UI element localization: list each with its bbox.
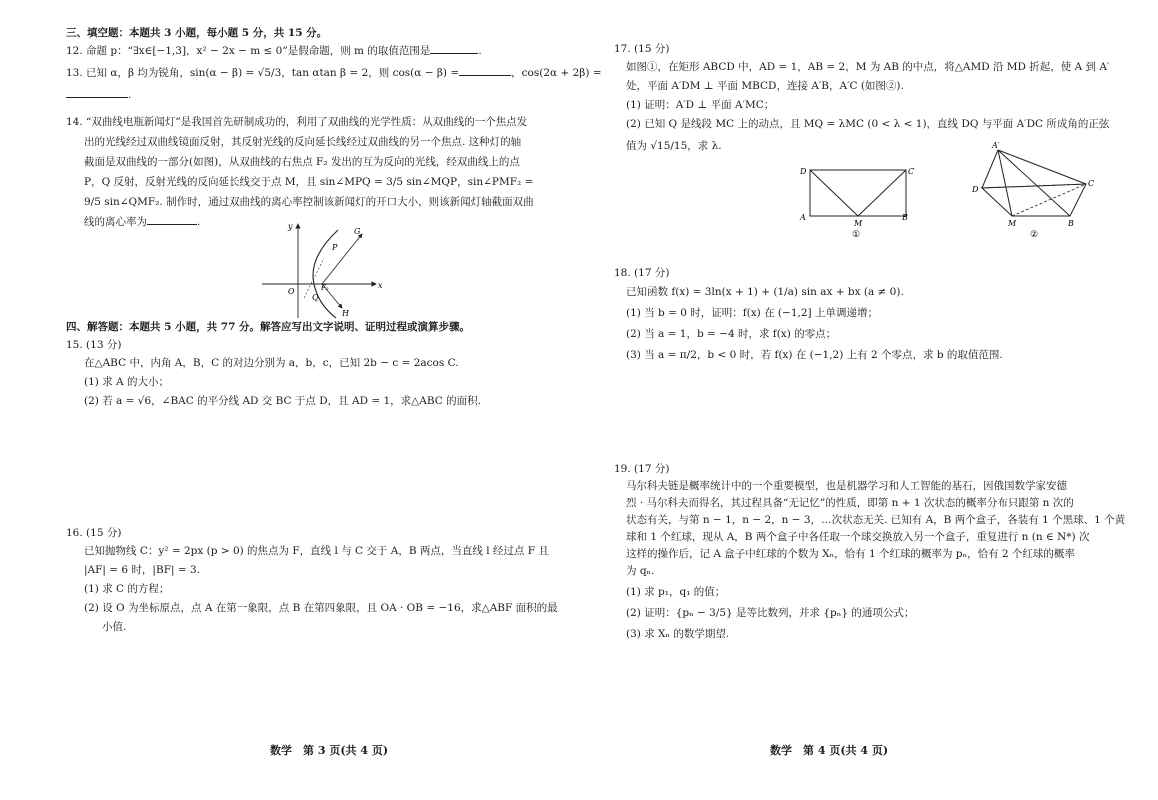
- label-x: x: [378, 281, 383, 290]
- question-14-line: 9/5 sin∠QMF₂. 制作时，通过双曲线的离心率控制该新闻灯的开口大小，则该新闻灯轴截面双曲: [84, 196, 534, 208]
- question-15-line: (1) 求 A 的大小；: [84, 376, 169, 388]
- label-m: M: [1008, 219, 1017, 228]
- ray-extension: [304, 258, 324, 298]
- edge-mc-hidden: [1012, 184, 1086, 216]
- question-15: [66, 354, 572, 411]
- question-18: [614, 282, 1114, 366]
- label-b: B: [902, 213, 908, 222]
- question-16-block: [66, 524, 572, 637]
- question-16-line: 已知抛物线 C：y² = 2px (p > 0) 的焦点为 F，直线 l 与 C 交于 A，B 两点，当直线 l 经过点 F 且: [84, 545, 549, 557]
- question-18-line: (3) 当 a = π/2，b < 0 时，若 f(x) 在 (−1,2) 上有 2 个零点，求 b 的取值范围.: [626, 349, 1003, 361]
- label-g: G: [354, 227, 361, 236]
- ray-pg: [322, 234, 362, 284]
- question-14-line: 线的离心率为 .: [66, 212, 572, 232]
- answer-blank[interactable]: [430, 42, 478, 54]
- segment-mc: [858, 170, 906, 216]
- question-19-line: (2) 证明：{pₙ − 3/5} 是等比数列，并求 {pₙ} 的通项公式；: [626, 607, 915, 619]
- question-17-line: 处，平面 A′DM ⊥ 平面 MBCD，连接 A′B，A′C (如图②).: [626, 80, 904, 92]
- label-h: H: [342, 309, 349, 318]
- question-14-line: 出的光线经过双曲线镜面反射，其反射光线的反向延长线经过双曲线的另一个焦点. 这种灯的轴: [84, 136, 522, 148]
- question-19-line: 状态有关，与第 n − 1，n − 2，n − 3，…次状态无关. 已知有 A，B 两个盒子，各装有 1 个黑球、1 个黄: [626, 514, 1126, 526]
- question-18-head: 18. (17 分): [614, 267, 670, 279]
- label-y: y: [288, 222, 293, 231]
- question-17-line: 如图①，在矩形 ABCD 中，AD = 1，AB = 2，M 为 AB 的中点，将△AMD 沿 MD 折起，使 A 到 A′: [626, 61, 1110, 73]
- question-13-blank: .: [66, 86, 572, 104]
- question-18-line: 已知函数 f(x) = 3ln(x + 1) + (1/a) sin ax + bx (a ≠ 0).: [626, 286, 904, 298]
- question-15-line: 在△ABC 中，内角 A，B，C 的对边分别为 a，b，c，已知 2b − c = 2acos C.: [84, 357, 459, 369]
- question-19-line: 这样的操作后，记 A 盒子中红球的个数为 Xₙ，恰有 1 个红球的概率为 pₙ，恰有 2 个红球的概率: [626, 548, 1075, 560]
- edge-ac: [998, 150, 1086, 184]
- section4-heading: 四、解答题：本题共 5 小题，共 77 分。解答应写出文字说明、证明过程或演算步骤。: [66, 321, 471, 333]
- base-mbcd: [982, 184, 1086, 216]
- question-19-block: [614, 460, 1126, 643]
- section3-heading: 三、填空题：本题共 3 小题，每小题 5 分，共 15 分。: [66, 27, 328, 39]
- fold-figure-2: [968, 140, 1104, 240]
- label-f2: F₂: [321, 284, 329, 292]
- question-16: [66, 542, 572, 637]
- question-18-line: (2) 当 a = 1，b = −4 时，求 f(x) 的零点；: [626, 328, 837, 340]
- question-17-line: 值为 √15/15，求 λ.: [626, 140, 722, 152]
- left-page: [66, 24, 602, 232]
- question-14-line: P，Q 反射，反射光线的反向延长线交于点 M，且 sin∠MPQ = 3/5 sin∠MQP，sin∠PMF₂ =: [84, 176, 534, 188]
- label-q: Q: [312, 293, 319, 302]
- rect-abcd: [810, 170, 906, 216]
- figure-number: ①: [852, 230, 861, 240]
- question-15-line: (2) 若 a = √6，∠BAC 的平分线 AD 交 BC 于点 D，且 AD = 1，求△ABC 的面积.: [84, 395, 481, 407]
- question-12: 12. 命题 p：“∃x∈[−1,3]，x² − 2x − m ≤ 0”是假命题，则 m 的取值范围是 .: [66, 42, 572, 60]
- rectangle-figure-1: [796, 160, 920, 240]
- question-14: [66, 112, 572, 232]
- edge-ad: [982, 150, 998, 188]
- label-a-prime: A′: [992, 141, 1000, 150]
- segment-md: [810, 170, 858, 216]
- question-14-line: 截面是双曲线的一部分(如图)，从双曲线的右焦点 F₂ 发出的互为反向的光线，经双曲线上的点: [84, 156, 520, 168]
- question-19-line: (1) 求 p₁，q₁ 的值；: [626, 586, 726, 598]
- left-page-lower: [66, 318, 572, 411]
- question-14-line: 14. “双曲线电瓶新闻灯”是我国首先研制成功的，利用了双曲线的光学性质：从双曲线的一个焦点发: [66, 116, 528, 128]
- answer-blank[interactable]: [147, 213, 197, 225]
- label-c: C: [1088, 179, 1095, 188]
- edge-am: [998, 150, 1012, 216]
- question-19-line: (3) 求 Xₙ 的数学期望.: [626, 628, 730, 640]
- figure-number: ②: [1030, 230, 1039, 240]
- label-a: A: [800, 213, 806, 222]
- question-19-line: 烈 · 马尔科夫而得名，其过程具备“无记忆”的性质，即第 n + 1 次状态的概率分布只跟第 n 次的: [626, 497, 1074, 509]
- question-19-line: 马尔科夫链是概率统计中的一个重要模型，也是机器学习和人工智能的基石，因俄国数学家安德: [626, 480, 1067, 492]
- answer-blank[interactable]: [66, 86, 128, 98]
- question-19-head: 19. (17 分): [614, 463, 670, 475]
- label-b: B: [1068, 219, 1074, 228]
- question-15-head: 15. (13 分): [66, 339, 122, 351]
- left-page-footer: 数学 第 3 页(共 4 页): [270, 744, 389, 757]
- question-19: [614, 478, 1126, 643]
- label-d: D: [972, 185, 979, 194]
- question-16-line: (2) 设 O 为坐标原点，点 A 在第一象限，点 B 在第四象限，且 OA · OB = −16，求△ABF 面积的最: [84, 602, 558, 614]
- label-p: P: [332, 243, 338, 252]
- label-o: O: [288, 287, 295, 296]
- edge-ab: [998, 150, 1070, 216]
- question-18-line: (1) 当 b = 0 时，证明：f(x) 在 (−1,2] 上单调递增；: [626, 307, 878, 319]
- right-page: [614, 40, 1114, 156]
- hyperbola-figure: [258, 218, 398, 324]
- question-17-line: (2) 已知 Q 是线段 MC 上的动点，且 MQ = λMC (0 < λ < 1)，直线 DQ 与平面 A′DC 所成角的正弦: [626, 118, 1110, 130]
- question-17-head: 17. (15 分): [614, 43, 670, 55]
- answer-blank[interactable]: [459, 64, 511, 76]
- label-d: D: [800, 167, 807, 176]
- question-16-line: |AF| = 6 时，|BF| = 3.: [84, 564, 201, 576]
- right-page-footer: 数学 第 4 页(共 4 页): [770, 744, 889, 757]
- question-17-line: (1) 证明：A′D ⊥ 平面 A′MC；: [626, 99, 775, 111]
- question-18-block: [614, 264, 1114, 366]
- question-16-line: (1) 求 C 的方程；: [84, 583, 170, 595]
- label-c: C: [908, 167, 915, 176]
- question-16-head: 16. (15 分): [66, 527, 122, 539]
- label-m: M: [854, 219, 863, 228]
- question-13: 13. 已知 α，β 均为锐角，sin(α − β) = √5/3，tan αtan β = 2，则 cos(α − β) = ，cos(2α + 2β) =: [66, 64, 572, 82]
- question-19-line: 为 qₙ.: [626, 565, 655, 577]
- question-16-line: 小值.: [102, 621, 127, 633]
- question-19-line: 球和 1 个红球，现从 A，B 两个盒子中各任取一个球交换放入另一个盒子，重复进行 n (n ∈ N*) 次: [626, 531, 1090, 543]
